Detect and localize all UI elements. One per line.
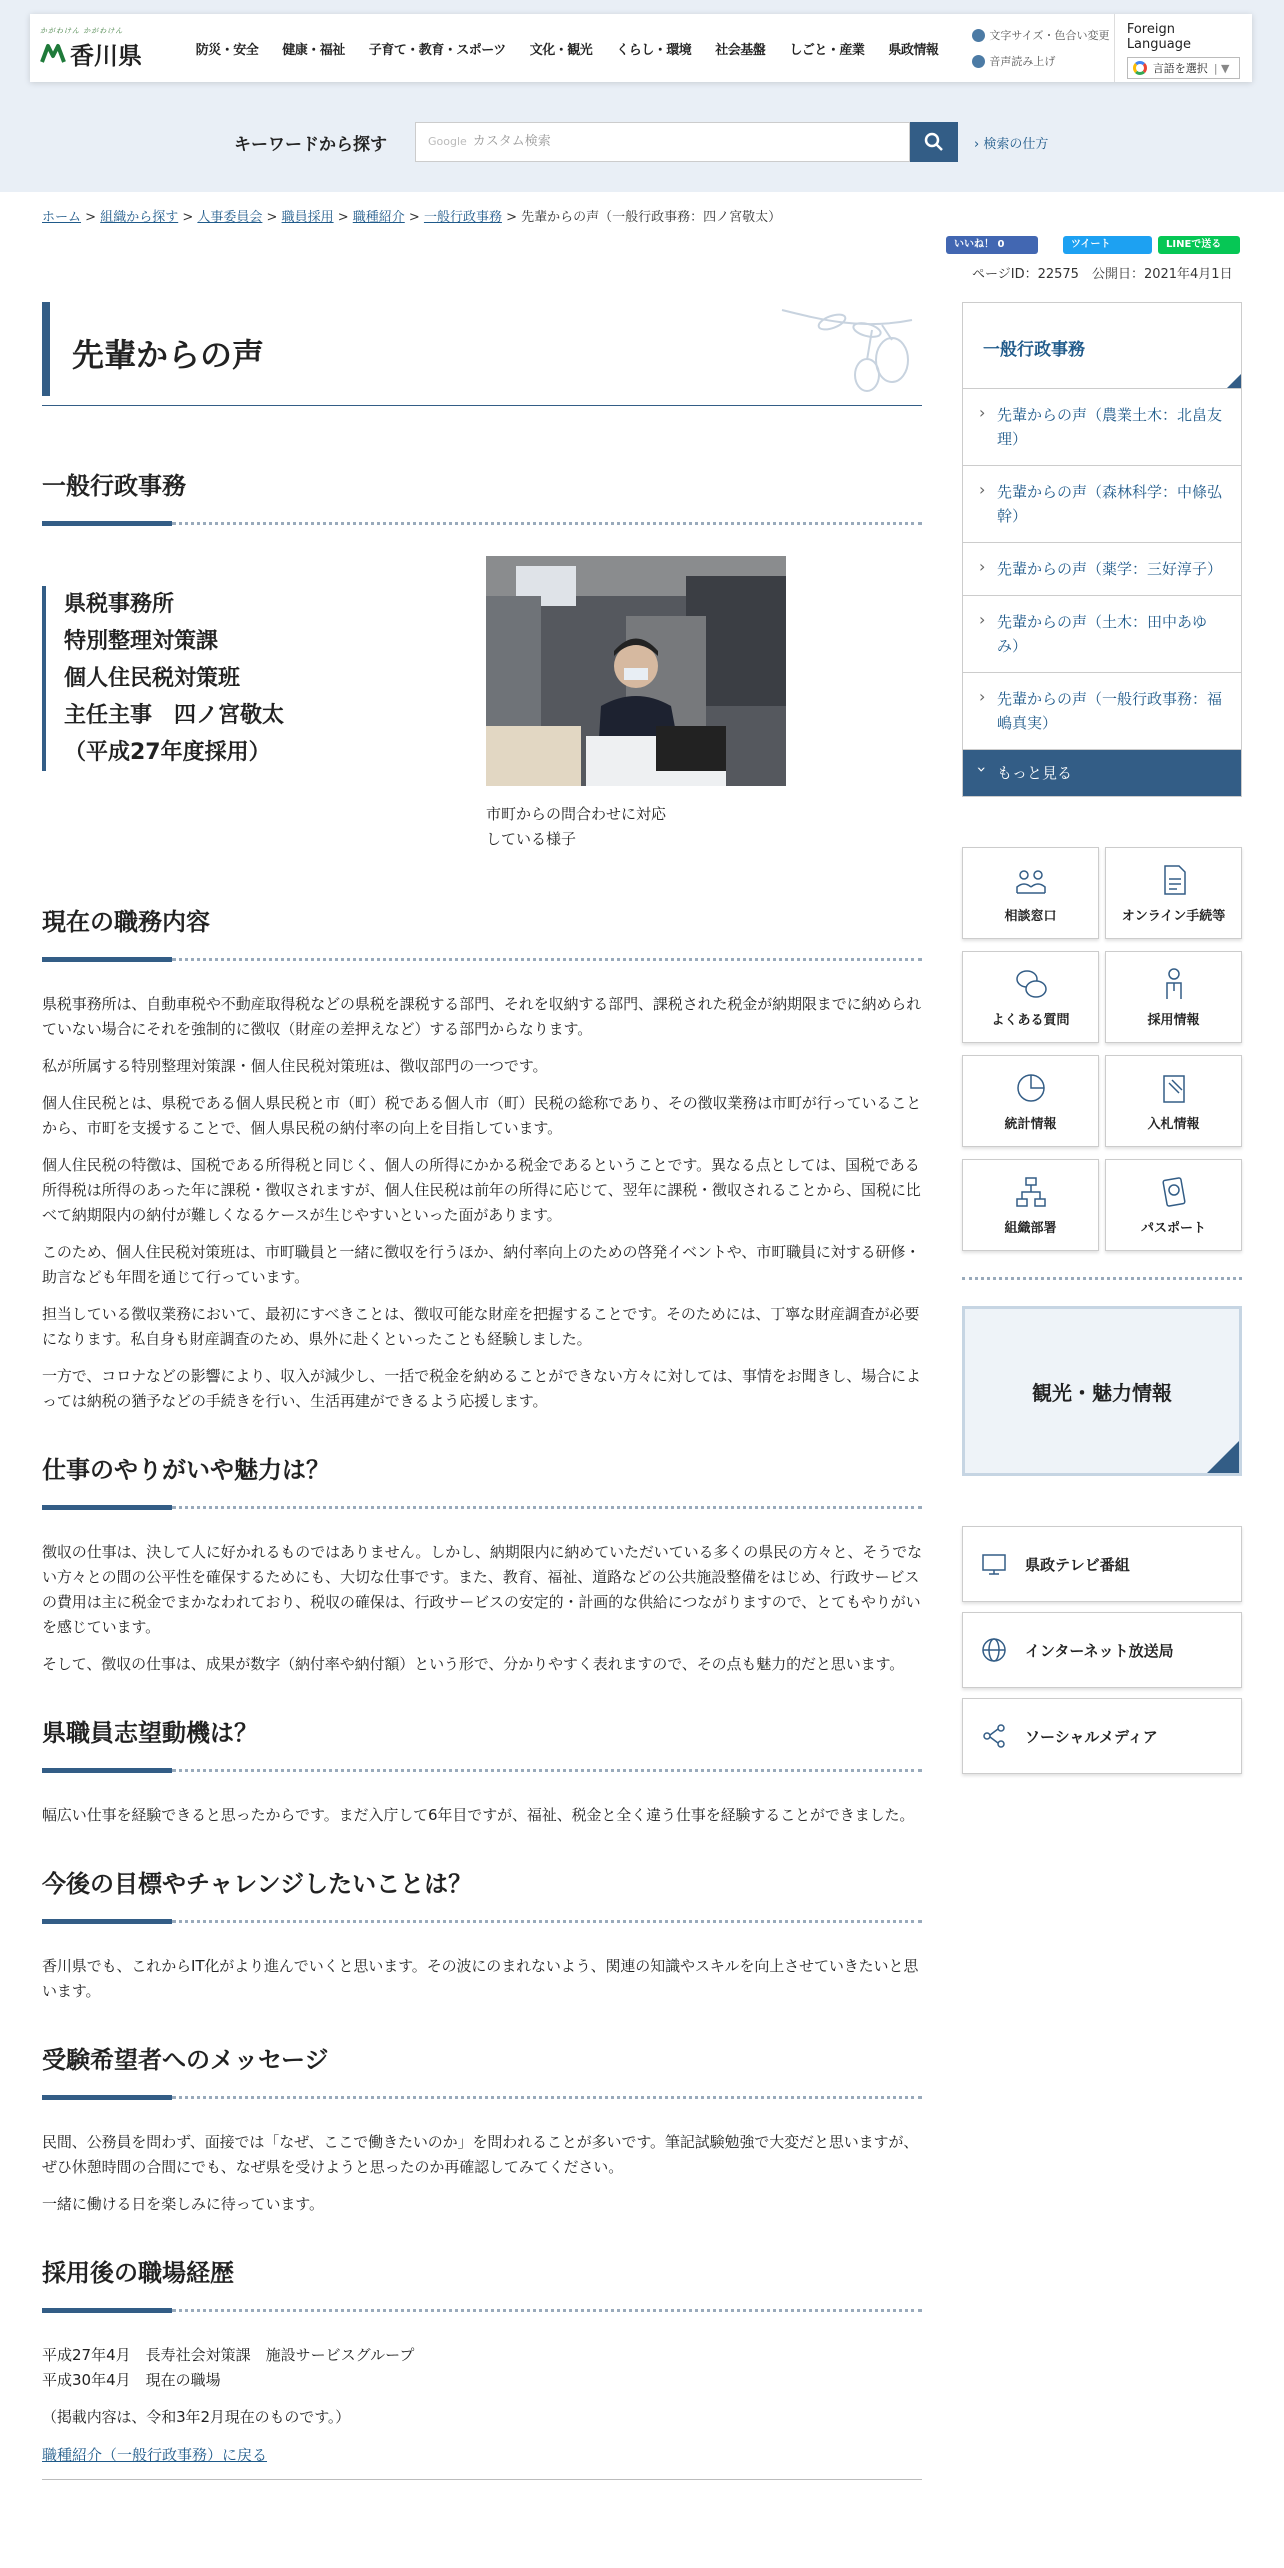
sidebar-link[interactable]: › 先輩からの声（森林科学：中條弘幹） (963, 466, 1241, 543)
section-heading-general: 一般行政事務 (42, 472, 186, 500)
tile-recruit[interactable]: 採用情報 (1105, 951, 1242, 1043)
section-heading-motive: 県職員志望動機は？ (42, 1719, 258, 1747)
profile-block (42, 556, 922, 876)
nav-shakai[interactable]: 社会基盤 (715, 42, 766, 58)
passport-icon (1157, 1175, 1191, 1209)
breadcrumb-recruit[interactable]: 職員採用 (281, 210, 334, 225)
divider (42, 2479, 922, 2480)
breadcrumb-org[interactable]: 組織から探す (100, 210, 179, 225)
faq-icon (1014, 967, 1048, 1001)
show-more-button[interactable]: › もっと見る (963, 750, 1241, 796)
recruit-icon (1157, 967, 1191, 1001)
tv-program-button[interactable]: 県政テレビ番組 (962, 1526, 1242, 1602)
back-to-gyousei-link[interactable]: 職種紹介（一般行政事務）に戻る (42, 2446, 268, 2464)
goal-paragraph: 香川県でも、これからIT化がより進んでいくと思います。その波にのまれないよう、関連の知識やスキルを向上させていきたいと思います。 (42, 1957, 919, 2000)
nav-shigoto[interactable]: しごと・産業 (789, 42, 865, 58)
tv-icon (981, 1551, 1007, 1577)
nav-kenkou[interactable]: 健康・福祉 (282, 42, 345, 58)
breadcrumb-shokushu[interactable]: 職種紹介 (352, 210, 405, 225)
org-icon (1014, 1175, 1048, 1209)
online-icon (1157, 863, 1191, 897)
duty-paragraph: このため、個人住民税対策班は、市町職員と一緒に徴収を行うほか、納付率向上のための啓発イベントや、市町職員に対する研修・助言なども年間を通じて行っています。 (42, 1243, 921, 1286)
staff-photo (486, 556, 786, 786)
google-icon (1133, 61, 1147, 75)
tourism-banner[interactable]: 観光・魅力情報 (962, 1306, 1242, 1476)
facebook-like-button[interactable]: いいね！ 0 (946, 236, 1038, 254)
section-underline (42, 957, 922, 962)
tile-bid[interactable]: 入札情報 (1105, 1055, 1242, 1147)
appeal-paragraph: 徴収の仕事は、決して人に好かれるものではありません。しかし、納期限内に納めていただいている多くの県民の方々と、そうでない方々との間の公平性を確保するためにも、大切な仕事です。また、教育、福祉、道路などの公共施設整備をはじめ、行政サービスの費用は主に税金でまかなわれており、税収の確保は、行政サービスの安定的・計画的な供給につながりますので、とてもやりがいを感じています。 (42, 1543, 923, 1636)
nav-kensei[interactable]: 県政情報 (888, 42, 939, 58)
sidebar-link[interactable]: › 先輩からの声（薬学：三好淳子） (963, 543, 1241, 596)
section-underline (42, 2095, 922, 2100)
duty-paragraph: 県税事務所は、自動車税や不動産取得税などの県税を課税する部門、それを収納する部門、課税された税金が納期限までに納められていない場合にそれを強制的に徴収（財産の差押えなど）する部門からなります。 (42, 995, 922, 1038)
search-input[interactable]: Google カスタム検索 (415, 122, 910, 162)
olive-decoration-icon (772, 300, 922, 400)
font-color-setting[interactable]: 文字サイズ・色合い変更 (972, 27, 1113, 43)
sidebar-link[interactable]: › 先輩からの声（農業土木：北畠友理） (963, 389, 1241, 466)
share-icon (981, 1723, 1007, 1749)
language-select[interactable]: 言語を選択 | ▼ (1127, 57, 1240, 79)
consult-icon (1014, 863, 1048, 897)
sidebar-heading[interactable]: 一般行政事務 (963, 303, 1241, 389)
site-header (30, 14, 1252, 82)
bid-icon (1157, 1071, 1191, 1105)
quick-links (962, 847, 1242, 1251)
breadcrumb-home[interactable]: ホーム (42, 210, 82, 225)
nav-bousai[interactable]: 防災・安全 (195, 42, 259, 58)
tile-passport[interactable]: パスポート (1105, 1159, 1242, 1251)
duty-paragraph: 私が所属する特別整理対策課・個人住民税対策班は、徴収部門の一つです。 (42, 1057, 548, 1075)
logo-subtext: かがわけん かがわけん (40, 26, 124, 35)
nav-kosodate[interactable]: 子育て・教育・スポーツ (368, 42, 506, 58)
main-content (42, 300, 922, 2480)
gear-icon (972, 29, 985, 42)
appeal-paragraph: そして、徴収の仕事は、成果が数字（納付率や納付額）という形で、分かりやすく表れますので、その点も魅力的だと思います。 (42, 1655, 905, 1673)
tile-consult[interactable]: 相談窓口 (962, 847, 1099, 939)
speaker-icon (972, 55, 985, 68)
sidebar (962, 302, 1242, 1784)
nav-kurashi[interactable]: くらし・環境 (616, 42, 692, 58)
sidebar-menu (962, 302, 1242, 797)
corner-icon (1207, 1441, 1239, 1473)
foreign-language (1114, 14, 1252, 82)
nav-bunka[interactable]: 文化・観光 (529, 42, 593, 58)
page-title: 先輩からの声 (72, 336, 265, 374)
search-label: キーワードから探す (234, 135, 387, 155)
duty-paragraph: 個人住民税の特徴は、国税である所得税と同じく、個人の所得にかかる税金であるということです。異なる点としては、国税である所得税は所得のあった年に課税・徴収されますが、個人住民税は前年の所得に応じて、翌年に課税・徴収されることから、国税に比べて納期限内の納付が難しくなるケースが生じやすいといった面があります。 (42, 1156, 921, 1224)
search-help-link[interactable]: › 検索の仕方 (974, 137, 1049, 152)
section-underline (42, 1919, 922, 1924)
publication-note: （掲載内容は、令和3年2月現在のものです。） (42, 2408, 351, 2426)
twitter-tweet-button[interactable]: ツイート (1063, 236, 1152, 254)
section-underline (42, 2308, 922, 2313)
stats-icon (1014, 1071, 1048, 1105)
duty-paragraph: 担当している徴収業務において、最初にすべきことは、徴収可能な財産を把握することです。そのためには、丁寧な財産調査が必要になります。私自身も財産調査のため、県外に赴くといったことも経験しました。 (42, 1305, 920, 1348)
corner-icon (1227, 374, 1241, 388)
breadcrumb-current: 先輩からの声（一般行政事務：四ノ宮敬太） (521, 210, 782, 225)
title-bar (42, 302, 50, 396)
section-heading-appeal: 仕事のやりがいや魅力は？ (42, 1456, 330, 1484)
message-paragraph: 民間、公務員を問わず、面接では「なぜ、ここで働きたいのか」を問われることが多いです。筆記試験勉強で大変だと思いますが、ぜひ休憩時間の合間にでも、なぜ県を受けようと思ったのか再確認してみてください。 (42, 2133, 919, 2176)
message-paragraph: 一緒に働ける日を楽しみに待っています。 (42, 2195, 324, 2213)
section-heading-goal: 今後の目標やチャレンジしたいことは？ (42, 1870, 473, 1898)
career-history: 平成27年4月 長寿社会対策課 施設サービスグループ 平成30年4月 現在の職場 (42, 2346, 415, 2389)
section-underline (42, 521, 922, 526)
page-title-box (42, 300, 922, 406)
section-heading-career: 採用後の職場経歴 (42, 2259, 234, 2287)
photo-caption: 市町からの問合わせに対応 している様子 (486, 805, 667, 848)
breadcrumb: ホーム > 組織から探す > 人事委員会 > 職員採用 > 職種紹介 > 一般行政事務 > 先輩からの声（一般行政事務：四ノ宮敬太） (42, 210, 782, 225)
voice-reading[interactable]: 音声読み上げ (972, 53, 1113, 69)
dropdown-icon: | ▼ (1213, 61, 1230, 75)
sidebar-link[interactable]: › 先輩からの声（土木：田中あゆみ） (963, 596, 1241, 673)
duty-paragraph: 一方で、コロナなどの影響により、収入が減少し、一括で税金を納めることができない方々に対しては、事情をお聞きし、場合によっては納税の猶予などの手続きを行い、生活再建ができるよう応援します。 (42, 1367, 921, 1410)
kagawa-mark-icon (40, 42, 66, 64)
search-icon (924, 132, 944, 152)
section-underline (42, 1768, 922, 1773)
motive-paragraph: 幅広い仕事を経験できると思ったからです。まだ入庁して6年目ですが、福祉、税金と全く違う仕事を経験することができました。 (42, 1806, 915, 1824)
duty-paragraph: 個人住民税とは、県税である個人県民税と市（町）税である個人市（町）民税の総称であり、その徴収業務は市町が行っていることから、市町を支援することで、個人県民税の納付率の向上を目指しています。 (42, 1094, 922, 1137)
tile-stats[interactable]: 統計情報 (962, 1055, 1099, 1147)
internet-broadcast-button[interactable]: インターネット放送局 (962, 1612, 1242, 1688)
tile-online[interactable]: オンライン手続等 (1105, 847, 1242, 939)
global-nav (184, 14, 951, 82)
sidebar-link[interactable]: › 先輩からの声（一般行政事務：福嶋真実） (963, 673, 1241, 750)
section-heading-message: 受験希望者へのメッセージ (42, 2046, 329, 2074)
breadcrumb-jinji[interactable]: 人事委員会 (197, 210, 263, 225)
profile-text: 県税事務所 特別整理対策課 個人住民税対策班 主任主事 四ノ宮敬太 （平成27年度採用） (42, 586, 284, 771)
globe-icon (981, 1637, 1007, 1663)
logo-text: 香川県 (70, 40, 142, 70)
sidebar-divider (962, 1277, 1242, 1280)
site-logo[interactable] (30, 14, 144, 82)
social-media-button[interactable]: ソーシャルメディア (962, 1698, 1242, 1774)
section-underline (42, 1505, 922, 1510)
tile-org[interactable]: 組織部署 (962, 1159, 1099, 1251)
breadcrumb-gyousei[interactable]: 一般行政事務 (423, 210, 502, 225)
page-info: ページID：22575 公開日：2021年4月1日 (972, 267, 1233, 282)
tile-faq[interactable]: よくある質問 (962, 951, 1099, 1043)
section-heading-duty: 現在の職務内容 (42, 908, 210, 936)
foreign-title: Foreign Language (1126, 22, 1191, 52)
search-button[interactable] (910, 122, 958, 162)
line-share-button[interactable]: LINEで送る (1158, 236, 1240, 254)
